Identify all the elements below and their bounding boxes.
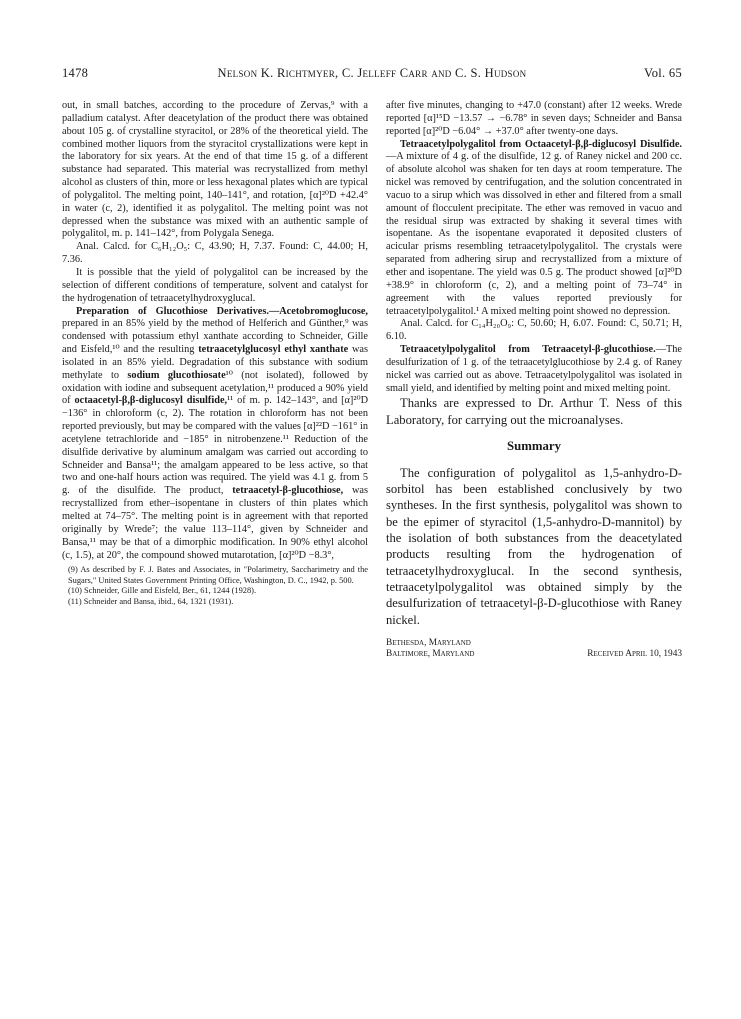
footnote-10: (10) Schneider, Gille and Eisfeld, Ber., 61, 1244 (1928). xyxy=(68,586,257,596)
summary-text: The configuration of polygalitol as 1,5-anhydro-D-sorbitol has been established conclusively by two syntheses. In the first synthesis, polygalitol was shown to be the epimer of styracitol (1,5-anhydro-D-mannitol) by the isolation of both substances from the deacetylated products resulting from the hydrogenation of tetraacetylhydroxyglucal. In the second synthesis, tetraacetylpolygalitol was obtained simply by the desulfurization of tetraacetyl-β-D-glucothiose with Raney nickel. xyxy=(386,465,682,627)
prep-text-4: ¹¹ of m. p. 142–143°, and [α]²⁰D −136° in chloroform (c, 2). The rotation in chloroform has not been reported previously, but may be compared with the values [α]²²D −161° in acetylene tetrachloride and −185° in nitrobenzene.¹¹ Reduction of the disulfide derivative by aluminum amalgam was carried out according to Schneider and Bansa¹¹; the amalgam appeared to be less active, so that two and one-half hours action was required. The yield was 4.1 g. from 5 g. of the disulfide. The product, xyxy=(62,395,369,497)
paragraph-hydrogenation: out, in small batches, according to the procedure of Zervas,⁹ with a palladium catalyst. After deacetylation of the product there was obtained about 105 g. of crystalline styracitol, or 28% of the theoretical yield. The combined mother liquors from the styracitol crystallizations were kept in the laboratory for six years. At the end of that time 15 g. of a different substance had separated. This material was recrystallized from methyl alcohol as clusters of thin, more or less hexagonal plates which are typical of polygalitol. The melting point, 140–141°, and rotation, [α]²⁰D +42.4° in water (c, 2), identified it as polygalitol. The melting point was not depressed when the substance was mixed with an authentic sample of polygalitol, m. p. 141–142°, from Polygala Senega. xyxy=(62,100,368,240)
running-header xyxy=(62,66,682,82)
volume-label: Vol. 65 xyxy=(644,66,682,80)
paragraph-yield-note: It is possible that the yield of polygalitol can be increased by the selection of different conditions of temperature, solvent and catalyst for the hydrogenation of tetraacetylhydroxyglucal. xyxy=(62,266,368,304)
footnote-11: (11) Schneider and Bansa, ibid., 64, 1321 (1931). xyxy=(68,596,234,606)
footnotes xyxy=(62,565,368,607)
paragraph-desulfurization-glucothiose xyxy=(386,344,682,395)
prep-text-5: was recrystallized from ether–isopentane in clusters of thin plates which melted at 74–75°. The melting point is in agreement with that reported originally by Wrede⁷; the value 113–114°, given by Schneider and Bansa,¹¹ may be that of a dimorphic modification. In 90% ethyl alcohol (c, 1.5), at 20°, the compound showed mutarotation, [α]²⁰D −8.3°, xyxy=(62,485,368,561)
prep-text-1: prepared in an 85% yield by the method of Helferich and Günther,⁹ was condensed with potassium ethyl xanthate according to Schneider, Gille and Eisfeld,¹⁰ and the resulting xyxy=(62,318,368,356)
analysis-polygalitol: Anal. Calcd. for C₆H₁₂O₅: C, 43.90; H, 7.37. Found: C, 44.00; H, 7.36. xyxy=(62,241,368,266)
location-bethesda: Bethesda, Maryland xyxy=(386,637,471,648)
compound-disulfide: octaacetyl-β,β-diglucosyl disulfide, xyxy=(74,395,228,407)
left-column xyxy=(62,100,368,607)
running-title: Nelson K. Richtmyer, C. Jelleff Carr and C. S. Hudson xyxy=(217,66,527,80)
prep-text-3: ¹⁰ (not isolated), followed by oxidation with iodine and subsequent acetylation,¹¹ produced a 90% yield of xyxy=(62,369,368,407)
paragraph-desulfurization-disulfide xyxy=(386,139,682,319)
summary-heading: Summary xyxy=(506,439,562,453)
compound-glucothiosate: sodium glucothiosate xyxy=(127,369,226,381)
affiliation-block xyxy=(386,638,682,661)
section-heading-from-glucothiose: Tetraacetylpolygalitol from Tetraacetyl-β-glucothiose. xyxy=(400,344,656,356)
prep-text-2: was isolated in an 85% yield. Degradation of this substance with sodium methylate to xyxy=(62,344,368,381)
paragraph-glucothiose-preparation xyxy=(62,306,368,563)
right-column xyxy=(386,100,682,661)
analysis-tetraacetylpolygalitol: Anal. Calcd. for C₁₄H₂₀O₉: C, 50.60; H, 6.07. Found: C, 50.71; H, 6.10. xyxy=(386,318,682,343)
footnote-9: (9) As described by F. J. Bates and Associates, in "Polarimetry, Saccharimetry and the Sugars," United States Government Printing Office, Washington, D. C., 1942, p. 500. xyxy=(68,565,368,585)
location-baltimore: Baltimore, Maryland xyxy=(386,649,475,660)
acknowledgment: Thanks are expressed to Dr. Arthur T. Ness of this Laboratory, for carrying out the microanalyses. xyxy=(386,396,682,427)
glucothiose-text: —The desulfurization of 1 g. of the tetraacetylglucothiose by 2.4 g. of Raney nickel was carried out as above. Tetraacetylpolygalitol was isolated in small yield, and identified by melting point and mixed melting point. xyxy=(386,344,682,394)
paragraph-mutarotation: after five minutes, changing to +47.0 (constant) after 12 weeks. Wrede reported [α]¹⁵D −13.57 → −6.78° in seven days; Schneider and Bansa reported [α]²⁰D −6.04° → +37.0° after twenty-one days. xyxy=(386,100,682,137)
section-heading-preparation: Preparation of Glucothiose Derivatives.—Acetobromoglucose, xyxy=(76,305,368,317)
section-heading-from-disulfide: Tetraacetylpolygalitol from Octaacetyl-β,β-diglucosyl Disulfide. xyxy=(400,138,682,150)
desulfurization-text: —A mixture of 4 g. of the disulfide, 12 g. of Raney nickel and 200 cc. of absolute alcohol was shaken for ten days at room temperature. The nickel was removed by centrifugation, and the solution concentrated in vacuo to a sirup which was dissolved in ether and filtered from a small amount of flocculent precipitate. The ether was removed in vacuo and the residual sirup was extracted by shaking it several times with isopentane. As the isopentane evaporated it deposited clusters of acicular prisms resembling tetraacetylpolygalitol. The crystals were separated from adhering sirup and recrystallized from a mixture of ether and isopentane. The yield was 0.5 g. The product showed [α]²⁰D +38.9° in chloroform (c, 2), and a melting point of 73–74° in agreement with the values reported previously for tetraacetylpolygalitol.¹ A mixed melting point showed no depression. xyxy=(386,151,682,317)
received-date: Received April 10, 1943 xyxy=(587,649,682,660)
compound-xanthate: tetraacetylglucosyl ethyl xanthate xyxy=(198,344,349,356)
page-number: 1478 xyxy=(62,66,89,80)
compound-glucothiose: tetraacetyl-β-glucothiose, xyxy=(232,485,344,497)
